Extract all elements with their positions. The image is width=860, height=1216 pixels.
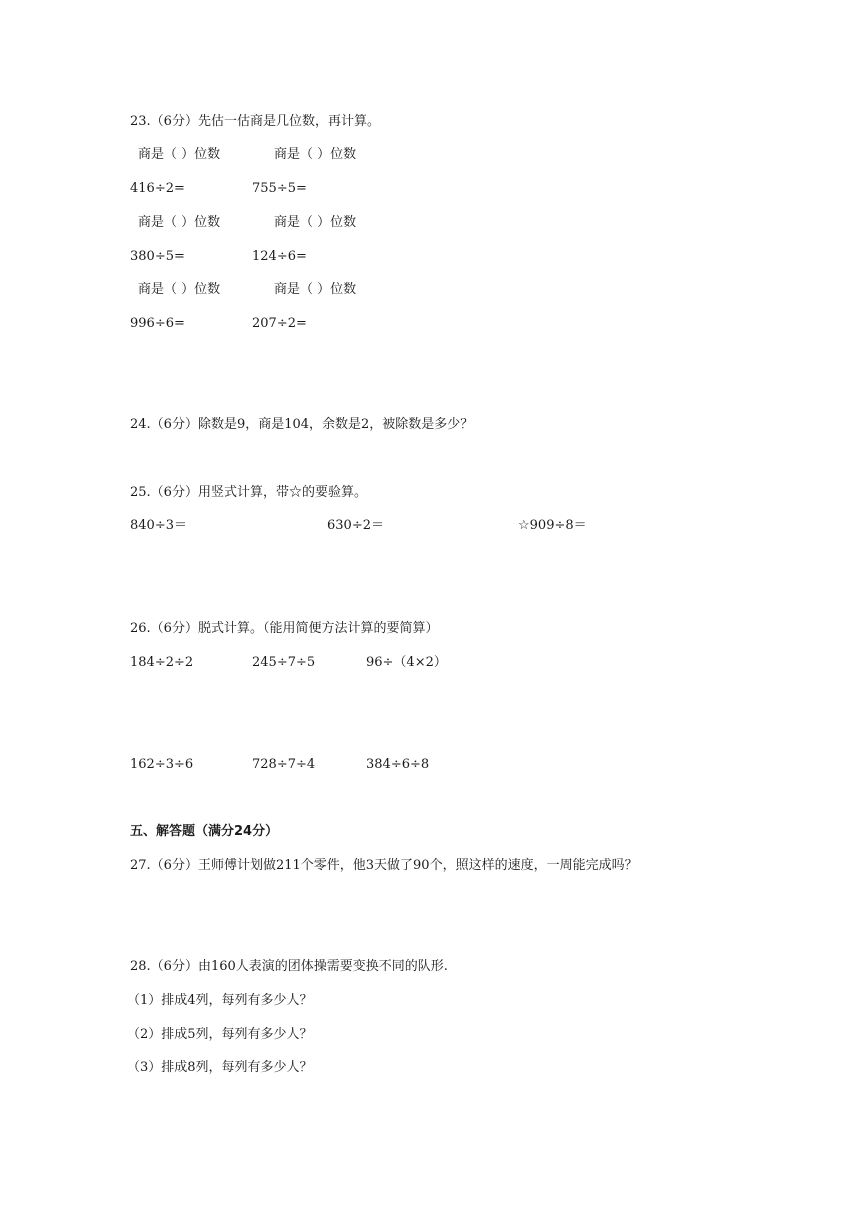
q23-hint-1-left: 商是（ ）位数 (138, 147, 221, 162)
q26-expr-5: 728÷7÷4 (252, 757, 316, 772)
q23-hint-3-left: 商是（ ）位数 (138, 282, 221, 297)
q26-expr-4: 162÷3÷6 (130, 757, 194, 772)
q24-title: 24.（6分）除数是9，商是104，余数是2，被除数是多少？ (130, 417, 474, 432)
section5-heading: 五、解答题（满分24分） (130, 824, 279, 839)
q23-expr-1-left: 416÷2= (130, 181, 185, 196)
q23-expr-2-right: 124÷6= (252, 249, 307, 264)
q25-expr-1: 840÷3＝ (130, 518, 187, 533)
q23-expr-3-left: 996÷6= (130, 316, 185, 331)
q28-title: 28.（6分）由160人表演的团体操需要变换不同的队形. (130, 959, 448, 974)
q23-hint-2-left: 商是（ ）位数 (138, 215, 221, 230)
q27-title: 27.（6分）王师傅计划做211个零件，他3天做了90个，照这样的速度，一周能完成吗？ (130, 858, 638, 873)
q23-hint-3-right: 商是（ ）位数 (274, 282, 357, 297)
q26-title: 26.（6分）脱式计算。（能用简便方法计算的要简算） (130, 621, 439, 636)
q26-expr-1: 184÷2÷2 (130, 655, 194, 670)
q23-hint-1-right: 商是（ ）位数 (274, 147, 357, 162)
q23-expr-2-left: 380÷5= (130, 249, 185, 264)
q26-expr-6: 384÷6÷8 (366, 757, 430, 772)
q28-part-2: （2）排成5列，每列有多少人？ (127, 1027, 313, 1042)
q23-title: 23.（6分）先估一估商是几位数，再计算。 (130, 114, 380, 129)
q25-title: 25.（6分）用竖式计算，带☆的要验算。 (130, 485, 367, 500)
q26-expr-3: 96÷（4×2） (366, 655, 447, 670)
q26-expr-2: 245÷7÷5 (252, 655, 316, 670)
q23-hint-2-right: 商是（ ）位数 (274, 215, 357, 230)
q25-expr-3: ☆909÷8＝ (518, 518, 587, 533)
q23-expr-3-right: 207÷2= (252, 316, 307, 331)
q25-expr-2: 630÷2＝ (327, 518, 384, 533)
q23-expr-1-right: 755÷5= (252, 181, 307, 196)
q28-part-1: （1）排成4列，每列有多少人？ (127, 993, 313, 1008)
q28-part-3: （3）排成8列，每列有多少人？ (127, 1060, 313, 1075)
